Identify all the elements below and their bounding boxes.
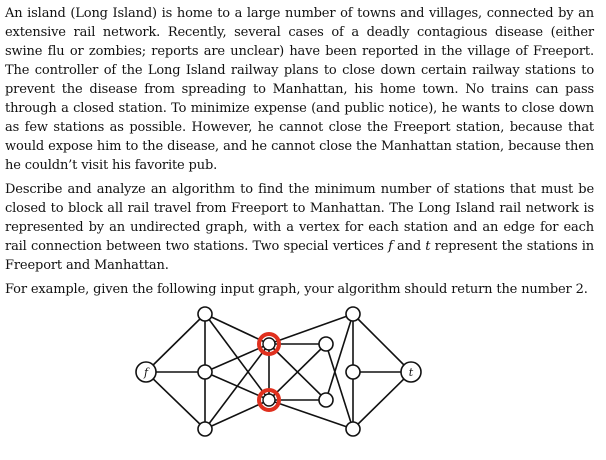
edge xyxy=(146,314,205,372)
vertex-closed xyxy=(263,338,275,350)
edge xyxy=(269,314,353,344)
vertex xyxy=(198,307,212,321)
task-text-c: represent the stations in Freeport and Manhattan. xyxy=(5,239,594,273)
paragraph-task xyxy=(5,180,594,275)
edge xyxy=(353,314,411,372)
graph-edges xyxy=(146,314,411,429)
vertex-t-label: t xyxy=(408,366,414,379)
task-text-b: and xyxy=(392,239,426,254)
vertex xyxy=(319,337,333,351)
example-graph-figure xyxy=(0,282,606,460)
vertex xyxy=(198,422,212,436)
task-text-a: Describe and analyze an algorithm to find the minimum number of stations that must be closed to block all rail travel from Freeport to Manhattan. The Long Island rail network is represented by an undirected graph, with a vertex for each station and an edge for each rail connection between two stations. Two special vertices xyxy=(5,182,594,254)
vertex xyxy=(346,365,360,379)
example-graph xyxy=(0,282,606,460)
vertex xyxy=(198,365,212,379)
paragraph-example: For example, given the following input graph, your algorithm should return the number 2. xyxy=(5,282,588,297)
vertex xyxy=(346,422,360,436)
paragraph-intro: An island (Long Island) is home to a large number of towns and villages, connected by an extensive rail network. Recently, several cases of a deadly contagious disease (either swine flu or zombies; reports are unclear) have been reported in the village of Freeport. The controller of the Long Island railway plans to close down certain railway stations to prevent the disease from spreading to Manhattan, his home town. No trains can pass through a closed station. To minimize expense (and public notice), he wants to close down as few stations as possible. However, he cannot close the Freeport station, because that would expose him to the disease, and he cannot close the Manhattan station, because then he couldn’t visit his favorite pub. xyxy=(5,6,594,173)
vertex-f-label: f xyxy=(143,366,149,379)
vertex-f-symbol: f xyxy=(388,239,393,254)
edge xyxy=(146,372,205,429)
vertex-closed xyxy=(263,394,275,406)
edge xyxy=(269,400,353,429)
problem-statement xyxy=(5,4,594,304)
vertex xyxy=(319,393,333,407)
edge xyxy=(353,372,411,429)
vertex xyxy=(346,307,360,321)
vertex-t-symbol: t xyxy=(425,239,431,254)
